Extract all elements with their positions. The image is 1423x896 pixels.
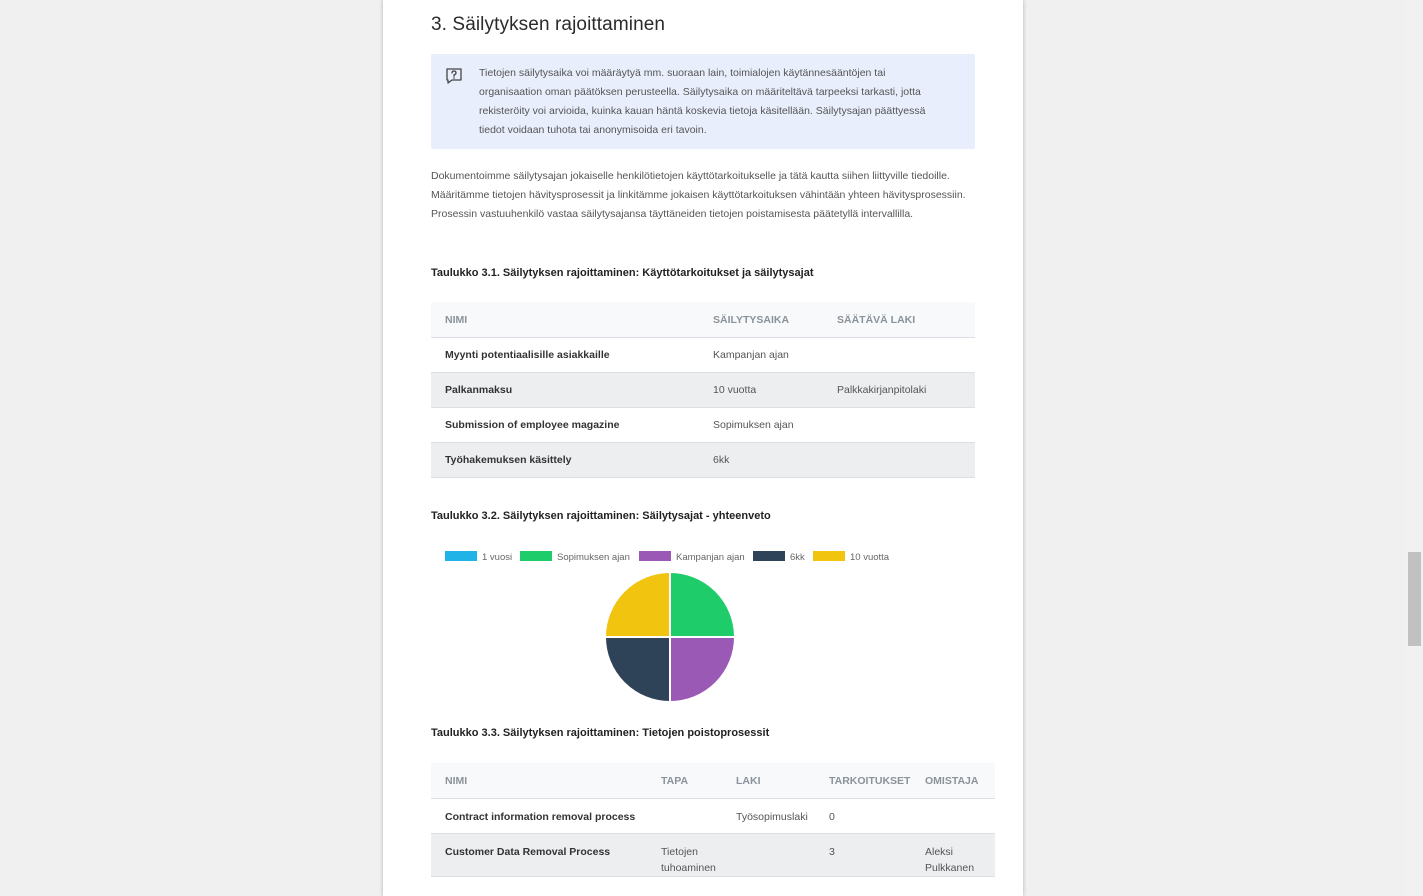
pie-slice-10-vuotta[interactable] [605,572,670,637]
table-cell [722,834,815,877]
retention-pie-chart [605,572,737,704]
table-cell: 3 [815,834,911,877]
column-header: TARKOITUKSET [815,763,911,799]
legend-label: Kampanjan ajan [676,552,745,563]
document-page [383,0,1023,896]
table-row [431,834,995,877]
legend-swatch [445,551,477,561]
column-header: TAPA [647,763,722,799]
table-cell: Kampanjan ajan [699,338,823,373]
legend-label: 10 vuotta [850,552,890,563]
table-header-row [431,302,975,338]
removal-process-table [431,763,995,877]
table-cell: 10 vuotta [699,373,823,408]
table-row [431,373,975,408]
legend-item[interactable] [445,551,512,563]
column-header: SÄILYTYSAIKA [699,302,823,338]
table-cell: Sopimuksen ajan [699,408,823,443]
info-box [431,54,975,149]
table-cell: 6kk [699,443,823,478]
table-cell: Palkkakirjanpitolaki [823,373,975,408]
table-cell: Contract information removal process [431,799,647,834]
legend-item[interactable] [639,551,745,563]
table-cell [823,443,975,478]
table-header-row [431,763,995,799]
table-cell: Myynti potentiaalisille asiakkaille [431,338,699,373]
legend-item[interactable] [753,551,805,563]
legend-swatch [813,551,845,561]
table2-caption: Taulukko 3.3. Säilytyksen rajoittaminen: Tietojen poistoprosessit [431,727,770,739]
legend-item[interactable] [520,551,630,563]
table-row [431,408,975,443]
table-cell: Tietojen tuhoaminen [647,834,722,877]
pie-slice-6kk[interactable] [605,637,670,702]
section-title: 3. Säilytyksen rajoittaminen [431,14,666,35]
legend-label: 1 vuosi [482,552,513,563]
scrollbar-thumb[interactable] [1408,552,1421,646]
table-cell: Työhakemuksen käsittely [431,443,699,478]
question-speech-icon [445,67,463,85]
body-paragraph: Dokumentoimme säilytysajan jokaiselle henkilötietojen käyttötarkoitukselle ja tätä kautta siihen liittyville tiedoille. Määritämme tietojen hävitysprosessit ja linkitämme jokaisen käyttötarkoituksen vähintään yhteen hävitysprosessiin. Prosessin vastuuhenkilö vastaa säilytysajansa täyttäneiden tietojen poistamisesta päätetyllä intervallilla. [431,170,966,220]
pie-slice-kampanjan-ajan[interactable] [670,637,735,702]
column-header: NIMI [431,763,647,799]
table-cell: Palkanmaksu [431,373,699,408]
legend-swatch [639,551,671,561]
table-cell: Aleksi Pulkkanen [911,834,995,877]
legend-label: Sopimuksen ajan [557,552,630,563]
table-cell: 0 [815,799,911,834]
table-cell [823,338,975,373]
table-row [431,443,975,478]
pie-slice-sopimuksen-ajan[interactable] [670,572,735,637]
column-header: SÄÄTÄVÄ LAKI [823,302,975,338]
table-row [431,799,995,834]
info-text: Tietojen säilytysaika voi määräytyä mm. suoraan lain, toimialojen käytännesääntöjen tai organisaation oman päätöksen perusteella. Säilytysaika on määriteltävä tarpeeksi tarkasti, jotta rekisteröity voi arvioida, kuinka kauan häntä koskevia tietoja käsitellään. Säilytysajan päättyessä tiedot voidaan tuhota tai anonymisoida eri tavoin. [479,67,926,136]
legend-swatch [753,551,785,561]
column-header: NIMI [431,302,699,338]
table-cell: Customer Data Removal Process [431,834,647,877]
table-row [431,338,975,373]
legend-label: 6kk [790,552,805,563]
column-header: OMISTAJA [911,763,995,799]
table-cell [823,408,975,443]
retention-table [431,302,975,478]
chart-caption: Taulukko 3.2. Säilytyksen rajoittaminen: Säilytysajat - yhteenveto [431,510,771,522]
table1-caption: Taulukko 3.1. Säilytyksen rajoittaminen: Käyttötarkoitukset ja säilytysajat [431,267,814,279]
scrollbar-track[interactable] [1406,0,1423,896]
table-cell: Submission of employee magazine [431,408,699,443]
column-header: LAKI [722,763,815,799]
legend-swatch [520,551,552,561]
table-cell [911,799,995,834]
legend-item[interactable] [813,551,889,563]
table-cell [647,799,722,834]
table-cell: Työsopimuslaki [722,799,815,834]
